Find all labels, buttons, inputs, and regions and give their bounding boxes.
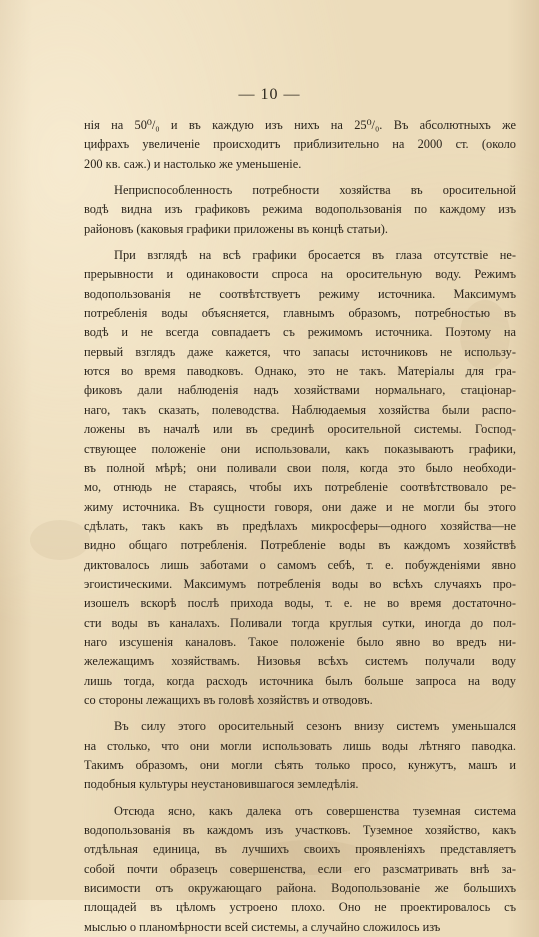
text-line: фиковъ дали наблюденія надъ хозяйствами нормальнаго, стаціонар- (84, 383, 516, 398)
text-line: лишь тогда, когда расходъ источника былъ больше запроса на воду (84, 673, 516, 688)
page-number: — 10 — (238, 86, 301, 103)
text-line: на столько, что они могли использовать лишь воды лѣтняго паводка. (84, 738, 516, 753)
text-line: подобныя культуры неустановившагося земледѣлія. (84, 777, 359, 792)
text-line: потребленія воды объясняется, главнымъ образомъ, потребностью въ (84, 306, 516, 321)
text-line: водѣ видна изъ графиковъ режима водопользованія по каждому изъ (84, 202, 516, 217)
text-line: Неприспособленность потребности хозяйства въ оросительной (114, 183, 516, 198)
text-line: площадей въ цѣломъ устроено плохо. Оно не проектировалось съ (84, 900, 516, 915)
text-line: Въ силу этого оросительный сезонъ внизу системъ уменьшался (114, 719, 516, 734)
text-line: изошелъ вскорѣ послѣ прихода воды, т. е. не во время достаточно- (84, 596, 516, 611)
text-line: собой почти образецъ совершенства, если его разсматривать внѣ за- (84, 861, 516, 876)
text-line: При взглядѣ на всѣ графики бросается въ глаза отсутствіе не- (114, 248, 516, 263)
text-line: мыслью о планомѣрности всей системы, а случайно сложилось изъ (84, 919, 441, 934)
text-line: нія на 50⁰/₀ и въ каждую изъ нихъ на 25⁰/₀. Въ абсолютныхъ же (84, 118, 516, 132)
paragraph (84, 802, 516, 937)
text-line: жележащимъ хозяйствамъ. Низовья всѣхъ системъ получали воду (84, 654, 516, 669)
paper-stain (30, 520, 90, 560)
paragraph (84, 181, 516, 239)
text-line: эгоистическими. Максимумъ потребленія воды во всѣхъ случаяхъ про- (84, 576, 516, 591)
text-line: водѣ и не всегда совпадаетъ съ режимомъ источника. Поэтому на (84, 325, 516, 340)
text-line: ются во время паводковъ. Однако, это не такъ. Матеріалы для гра- (84, 364, 516, 379)
paragraph (84, 717, 516, 794)
text-line: наго изсушенія каналовъ. Такое положеніе было явно во вредъ ни- (84, 634, 516, 649)
text-line: районовъ (каковыя графики приложены въ концѣ статьи). (84, 221, 388, 236)
text-line: Такимъ образомъ, они могли сѣять только просо, кунжутъ, машъ и (84, 758, 516, 772)
text-line: Отсюда ясно, какъ далека отъ совершенства туземная система (114, 803, 516, 818)
text-line: наго, такъ сказать, полеводства. Наблюдаемыя хозяйства были распо- (84, 402, 516, 417)
text-line: прерывности и одинаковости спроса на оросительную воду. Режимъ (84, 267, 516, 282)
text-line: водопользованія въ каждомъ изъ участковъ. Туземное хозяйство, какъ (84, 823, 516, 838)
text-line: сдѣлать, такъ какъ въ предѣлахъ микросферы—одного хозяйства—не (84, 518, 516, 533)
text-line: со стороны лежащихъ въ головѣ хозяйствъ и отводовъ. (84, 692, 373, 707)
body-text (84, 116, 516, 937)
text-line: сти воды въ каналахъ. Поливали тогда круглыя сутки, иногда до пол- (84, 615, 516, 630)
text-line: отдѣльная единица, въ лучшихъ своихъ проявленіяхъ представляетъ (84, 842, 516, 857)
text-line: 200 кв. саж.) и настолько же уменьшеніе. (84, 156, 302, 171)
paragraph (84, 116, 516, 174)
text-line: ложены въ началѣ или въ срединѣ оросительной системы. Господ- (84, 422, 516, 437)
text-line: первый взглядъ даже кажется, что запасы источниковъ не использу- (84, 344, 516, 359)
text-line: въ полной мѣрѣ; они поливали свои поля, когда это было необходи- (84, 460, 516, 475)
text-line: ствующее положеніе они использовали, какъ показываютъ графики, (84, 441, 516, 456)
text-line: висимости отъ окружающаго района. Водопользованіе же большихъ (84, 881, 516, 896)
text-line: диктовалось лишь заботами о самомъ себѣ, т. е. побужденіями явно (84, 557, 516, 572)
text-line: видно общаго потребленія. Потребленіе воды въ каждомъ хозяйствѣ (84, 538, 516, 553)
text-line: жиму источника. Въ сущности говоря, они даже и не могли бы этого (84, 499, 516, 514)
text-line: мо, отнюдь не стараясь, чтобы ихъ потребленіе соотвѣтствовало ре- (84, 480, 516, 495)
paragraph (84, 246, 516, 710)
text-line: цифрахъ увеличеніе происходитъ приблизительно на 2000 ст. (около (84, 137, 516, 152)
text-line: водопользованія не соотвѣтствуетъ режиму источника. Максимумъ (84, 286, 516, 301)
